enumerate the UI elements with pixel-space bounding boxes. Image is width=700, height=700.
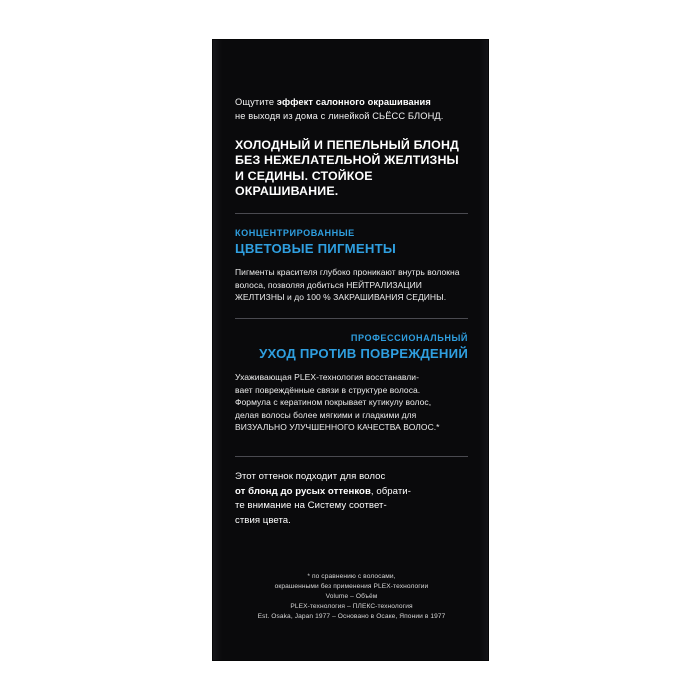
- pigments-body-line-3: ЖЕЛТИЗНЫ и до 100 % ЗАКРАШИВАНИЯ СЕДИНЫ.: [235, 292, 447, 303]
- advice-line-4: ствия цвета.: [235, 514, 291, 526]
- advice-line-3: те внимание на Систему соответ-: [235, 500, 387, 512]
- advice-bold: от блонд до русых оттенков: [235, 485, 371, 497]
- footnote-line-3: Volume – Объём: [325, 593, 378, 600]
- headline: [235, 138, 468, 199]
- lead-line1-plain: Ощутите: [235, 97, 277, 107]
- care-body: [235, 371, 468, 434]
- footnote-line-4: PLEX-технология – ПЛЕКС-технология: [290, 603, 413, 610]
- pigments-body-line-1: Пигменты красителя глубоко проникают внутрь волокна: [235, 267, 460, 278]
- headline-line-4: СТОЙКОЕ ОКРАШИВАНИЕ.: [235, 168, 373, 198]
- product-package: [213, 40, 488, 660]
- section-pigments: [235, 227, 468, 304]
- footnote-line-5: Est. Osaka, Japan 1977 – Основано в Осаке, Японии в 1977: [257, 613, 446, 620]
- lead-line1-bold: эффект салонного окрашивания: [276, 97, 431, 107]
- lead-line2: не выходя из дома с линейкой СЬЁСС БЛОНД.: [235, 110, 444, 121]
- care-subhead: УХОД ПРОТИВ ПОВРЕЖДЕНИЙ: [259, 345, 468, 361]
- pigments-body-line-2: волоса, позволяя добиться НЕЙТРАЛИЗАЦИИ: [235, 279, 422, 290]
- pigments-kicker: КОНЦЕНТРИРОВАННЫЕ: [235, 228, 355, 239]
- care-body-line-4: делая волосы более мягкими и гладкими для: [235, 409, 417, 420]
- package-back-panel: [235, 40, 468, 660]
- divider-1: [235, 213, 468, 214]
- care-body-line-5: ВИЗУАЛЬНО УЛУЧШЕННОГО КАЧЕСТВА ВОЛОС.*: [235, 422, 440, 433]
- headline-line-3: ЖЕЛТИЗНЫ И СЕДИНЫ.: [235, 153, 459, 183]
- advice-line-2-rest: , обрати-: [370, 485, 411, 497]
- care-body-line-3: Формула с кератином покрывает кутикулу волос,: [235, 397, 432, 408]
- headline-line-2: БЛОНД БЕЗ НЕЖЕЛАТЕЛЬНОЙ: [235, 138, 460, 168]
- shade-advice: [235, 470, 468, 528]
- pigments-body: [235, 266, 468, 304]
- divider-3: [235, 456, 468, 457]
- footnote-line-1: * по сравнению с волосами,: [307, 573, 396, 580]
- footnotes: [235, 572, 468, 622]
- headline-line-1: ХОЛОДНЫЙ И ПЕПЕЛЬНЫЙ: [235, 138, 410, 152]
- advice-line-1: Этот оттенок подходит для волос: [235, 470, 386, 482]
- pigments-subhead: ЦВЕТОВЫЕ ПИГМЕНТЫ: [235, 241, 396, 257]
- care-kicker: ПРОФЕССИОНАЛЬНЫЙ: [350, 332, 468, 343]
- lead-paragraph: [235, 96, 468, 123]
- section-care: [235, 332, 468, 434]
- care-body-line-2: вает повреждённые связи в структуре волоса.: [235, 384, 421, 395]
- care-body-line-1: Ухаживающая PLEX-технология восстанавли-: [235, 371, 419, 382]
- divider-2: [235, 318, 468, 319]
- footnote-line-2: окрашенными без применения PLEX-технологии: [274, 583, 429, 590]
